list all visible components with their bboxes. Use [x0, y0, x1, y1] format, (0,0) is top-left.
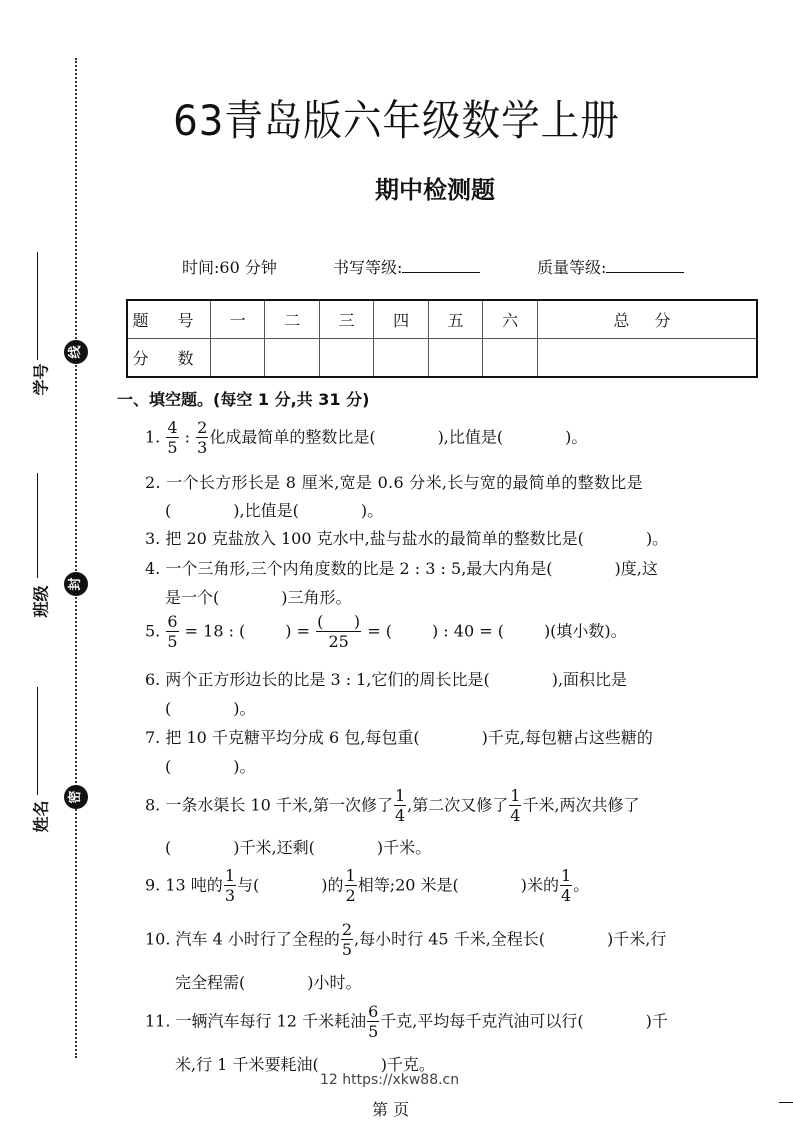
score-table-header-row — [127, 300, 757, 339]
quality-grade-blank[interactable] — [606, 258, 684, 273]
fraction-blank[interactable]: $\frac{( )}{25}$ — [317, 612, 361, 651]
question-7-line-1: 7. 把 10 千克糖平均分成 6 包,每包重( )千克,每包糖占这些糖的 — [145, 728, 653, 747]
score-cell[interactable] — [319, 339, 373, 378]
page-subtitle: 期中检测题 — [375, 176, 495, 204]
student-id-label: 学号 — [31, 363, 51, 396]
question-10-line-2: 完全程需( )小时。 — [175, 973, 362, 992]
table-header-cell: 总 分 — [537, 300, 757, 339]
question-2-line-2: ( ),比值是( )。 — [165, 501, 384, 520]
binding-dotted-line — [75, 58, 77, 1058]
fraction: $\frac{1}{4}$ — [394, 786, 406, 825]
question-11-line-2: 米,行 1 千米要耗油( )千克。 — [175, 1055, 435, 1074]
question-2-line-1: 2. 一个长方形长是 8 厘米,宽是 0.6 分米,长与宽的最简单的整数比是 — [145, 473, 643, 492]
score-cell[interactable] — [211, 339, 265, 378]
score-row-label: 分 数 — [127, 339, 211, 378]
student-id-blank[interactable] — [37, 252, 38, 360]
question-8-line-2: ( )千米,还剩( )千米。 — [165, 838, 432, 857]
question-6-line-2: ( )。 — [165, 699, 256, 718]
footer-url: 12 https://xkw88.cn — [320, 1072, 460, 1088]
page-title: 63青岛版六年级数学上册 — [173, 96, 620, 145]
question-3: 3. 把 20 克盐放入 100 克水中,盐与盐水的最简单的整数比是( )。 — [145, 529, 669, 548]
question-number: 1. — [145, 427, 161, 447]
question-11-line-1: 11. 一辆汽车每行 12 千米耗油 $\frac{6}{5}$ 千克,平均每千克汽油可以行( )千 — [145, 1002, 668, 1041]
corner-mark — [779, 1102, 793, 1103]
question-6-line-1: 6. 两个正方形边长的比是 3 : 1,它们的周长比是( ),面积比是 — [145, 670, 628, 689]
question-4-line-2: 是一个( )三角形。 — [165, 588, 352, 607]
quality-grade-label: 质量等级: — [537, 258, 607, 277]
table-header-cell: 六 — [483, 300, 537, 339]
time-info: 时间:60 分钟 — [182, 258, 277, 277]
fraction: $\frac{1}{2}$ — [345, 866, 356, 905]
score-cell[interactable] — [428, 339, 482, 378]
question-9: 9. 13 吨的 $\frac{1}{3}$ 与( )的 $\frac{1}{2}$ 相等;20 米是( )米的 $\frac{1}{4}$ 。 — [145, 866, 590, 905]
fraction: $\frac{2}{5}$ — [341, 920, 353, 959]
section-heading: 一、填空题。(每空 1 分,共 31 分) — [117, 390, 370, 409]
question-5: 5. $\frac{6}{5}$ = 18 : ( ) = $\frac{( )}{25}$ = ( ) : 40 = ( )(填小数)。 — [145, 612, 627, 651]
score-cell[interactable] — [483, 339, 537, 378]
table-header-cell: 题 号 — [127, 300, 211, 339]
table-header-cell: 四 — [374, 300, 428, 339]
writing-grade-label: 书写等级: — [333, 258, 403, 277]
name-label: 姓名 — [31, 800, 51, 833]
question-10-line-1: 10. 汽车 4 小时行了全程的 $\frac{2}{5}$ ,每小时行 45 千米,全程长( )千米,行 — [145, 920, 667, 959]
table-header-cell: 二 — [265, 300, 319, 339]
table-header-cell: 一 — [211, 300, 265, 339]
fraction: $\frac{1}{3}$ — [224, 866, 235, 905]
question-1: 1. $\frac{4}{5}$ : $\frac{2}{3}$ 化成最简单的整数比是( ),比值是( )。 — [145, 418, 588, 457]
fraction: $\frac{1}{4}$ — [510, 786, 521, 825]
name-blank[interactable] — [37, 687, 38, 795]
score-cell[interactable] — [374, 339, 428, 378]
table-header-cell: 三 — [319, 300, 373, 339]
seal-mi: 密 — [64, 785, 88, 809]
fraction: $\frac{1}{4}$ — [561, 866, 572, 905]
score-table-score-row — [127, 339, 757, 378]
writing-grade-blank[interactable] — [402, 258, 480, 273]
question-4-line-1: 4. 一个三角形,三个内角度数的比是 2 : 3 : 5,最大内角是( )度,这 — [145, 559, 658, 578]
writing-grade — [333, 255, 480, 278]
seal-feng: 封 — [64, 572, 88, 596]
fraction: $\frac{6}{5}$ — [167, 612, 178, 651]
fraction: $\frac{2}{3}$ — [197, 418, 208, 457]
class-blank[interactable] — [37, 473, 38, 578]
quality-grade — [537, 255, 684, 278]
score-cell[interactable] — [537, 339, 757, 378]
question-7-line-2: ( )。 — [165, 757, 256, 776]
fraction: $\frac{6}{5}$ — [368, 1002, 379, 1041]
fraction: $\frac{4}{5}$ — [167, 418, 178, 457]
question-8-line-1: 8. 一条水渠长 10 千米,第一次修了 $\frac{1}{4}$ ,第二次又修了 $\frac{1}{4}$ 千米,两次共修了 — [145, 786, 640, 825]
table-header-cell: 五 — [428, 300, 482, 339]
seal-xian: 线 — [64, 340, 88, 364]
score-table — [126, 299, 758, 378]
score-cell[interactable] — [265, 339, 319, 378]
page-number-label: 第 页 — [372, 1100, 410, 1119]
class-label: 班级 — [31, 585, 51, 618]
